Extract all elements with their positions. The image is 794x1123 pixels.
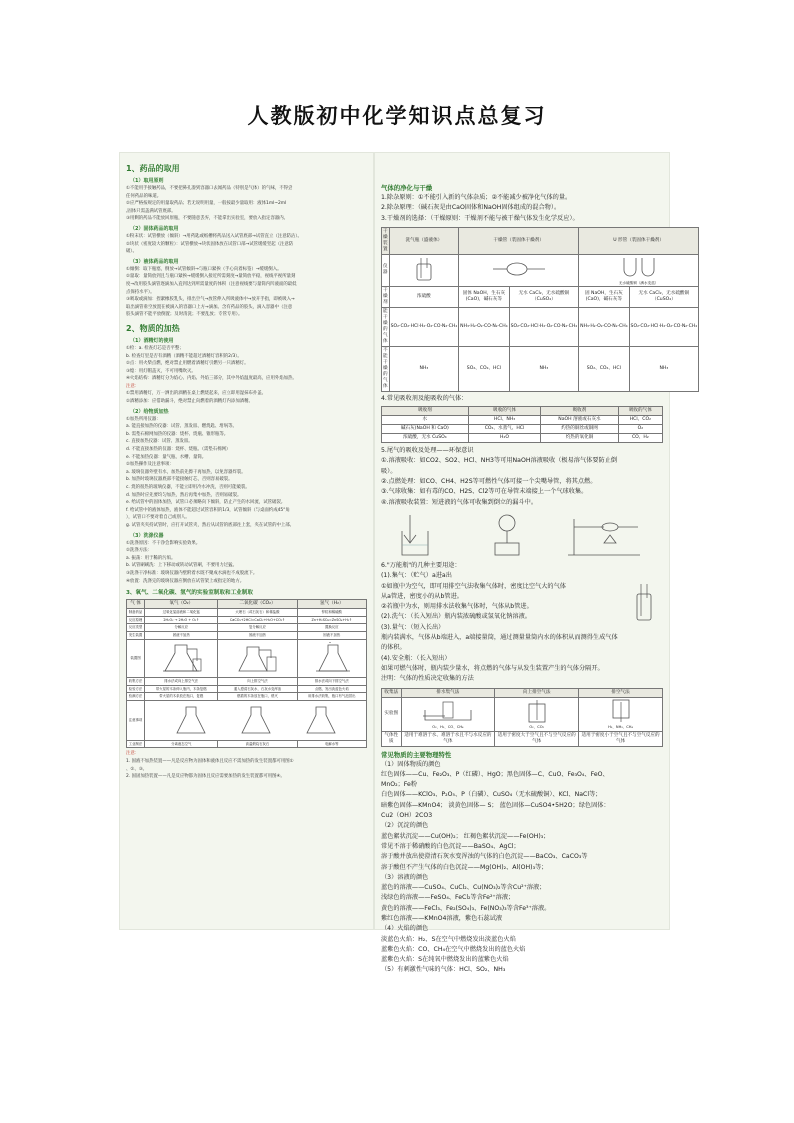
table-cell: 验满方法 [127, 693, 145, 701]
table-header: 氧气（O₂） [145, 600, 218, 609]
text-line: 破）。 [126, 249, 137, 255]
text-line: 溶于酸并放出使澄清石灰水变浑浊的气体的白色沉淀——BaCO₃、CaCO₃等 [381, 853, 588, 861]
table-cell: 排水法或向上排空气法 [145, 678, 218, 686]
apparatus-cell [401, 697, 495, 731]
text-line: ②.点燃处理：如CO、CH4、H2S等可燃性气体可接一个尖嘴导管，将其点燃。 [381, 478, 597, 486]
text-line: 红色固体——Cu、Fe₂O₃、P（红磷）、HgO；黑色固体—C、CuO、Fe₃O₄、FeO、 [381, 770, 609, 778]
text-line: 吸）。 [381, 467, 397, 475]
table-header: 排水集气法 [401, 688, 495, 697]
text-line: 1.除杂原则：①不能引入新的气体杂质；②不能减少被净化气体的量。 [381, 194, 572, 201]
table-cell: 无水 CaCl₂，无水硫酸铜（CuSO₄） [629, 286, 699, 307]
water-displacement-icon [421, 700, 475, 722]
table-header: 吸收剂 [382, 407, 469, 416]
table-header: U 形管（装固体干燥剂） [579, 227, 699, 254]
subsection-heading: （1）取用原则 [130, 178, 164, 184]
table-cell: 锌粒和稀硫酸 [297, 609, 366, 617]
section-heading: 3、氧气、二氧化碳、氢气的实验室制取和工业制取 [126, 590, 253, 597]
table-cell: 复分解反应 [218, 624, 297, 632]
text-line: 的体积。 [381, 644, 406, 652]
text-line: (4).安全瓶：（长入短出） [381, 654, 451, 662]
text-line: 从a管进，密度小的从b管进。 [381, 592, 463, 600]
table-cell: 收集方法 [127, 678, 145, 686]
table-cell: 适用于密度小于空气且不与空气反应的气体 [579, 731, 663, 746]
table-cell: CO、H₂ [618, 434, 662, 443]
text-line: a. 振荡：用于稀的污垢。 [126, 555, 176, 561]
text-line: ②若瓶中为水，则用排水法收集气体时，气体从b管进。 [381, 603, 533, 611]
row-label: 能干燥的气体 [382, 307, 390, 346]
text-line: 蓝紫色火焰：CO、CH₄在空气中燃烧发出的蓝色火焰 [381, 945, 526, 953]
apparatus-cell [459, 254, 579, 286]
text-line: 2. 固固加热装置——凡是反应物都为固体且反应需要加热的发生装置都可用图④。 [126, 774, 285, 780]
text-line: b. 需垫石棉网加热的仪器：烧杯、烧瓶、锥形瓶等。 [126, 431, 229, 437]
text-line: g. 试管夹夹持试管时，应打开试管夹，然后从试管的底部往上套，夹在试管的中上部。 [126, 522, 295, 528]
text-line: ②应严格按规定的用量取药品；若无说明用量，一般按最少量取用：液体1ml~2ml [126, 201, 287, 207]
text-line: ②点：用火柴点燃，绝对禁止用燃着酒精灯引燃另一只酒精灯。 [126, 361, 249, 367]
table-cell: 反应原理 [127, 616, 145, 624]
text-line: e. 给试管中的固体加热，试管口必须略向下倾斜，防止产生的水回流，试管破裂。 [126, 500, 286, 506]
table-cell: HCl、NH₃ [468, 416, 541, 425]
table-cell: 装置图 [127, 639, 145, 678]
text-line: ①倾倒：取下瓶塞，倒放→试管倾斜→与瓶口紧挨（手心向着标签）→缓缓倒入。 [126, 266, 282, 272]
table-cell: Zn+H₂SO₄=ZnSO₄+H₂↑ [297, 616, 366, 624]
table-cell: CO₂、水蒸气、HCl [468, 425, 541, 434]
subsection-heading: （2）给物质加热 [130, 408, 169, 415]
text-line: (3).量气：（短入长出） [381, 623, 445, 631]
table-cell: 适用于难溶于水、难溶于水且不与水反应的气体 [401, 731, 495, 746]
table-cell: 点燃，发出淡蓝色火焰 [297, 685, 366, 693]
text-line: 2.除杂原理：（碱石灰是由CaO固体和NaOH固体组成的混合物）。 [381, 204, 561, 212]
table-cell: 大理石（或石灰石）和稀盐酸 [218, 609, 297, 617]
text-line: （1）固体物质的颜色 [381, 760, 441, 768]
text-line: 蓝色的溶液——CuSO₄、CuCl₂、Cu(NO₃)₂等含Cu²⁺溶液； [381, 884, 546, 892]
text-line: 6."万能瓶"的几种主要用途： [381, 561, 461, 569]
table-cell: 分离液态空气 [145, 740, 218, 748]
text-line: ④放置：洗涤完的玻璃仪器应倒放在试管架上或指定的地方。 [126, 578, 245, 584]
table-header: 氢气（H₂） [297, 600, 366, 609]
table-cell: SO₂、CO₂、HCl [459, 346, 509, 391]
text-line: 任何药品的味道。 [126, 193, 162, 199]
gas-examples: O₂、CO₂ [529, 724, 544, 729]
text-line: ①如瓶中为空气，即可用排空气法收集气体时，密度比空气大的气体 [381, 582, 566, 590]
apparatus-caption: 无水硫酸铜（满水变蓝） [618, 280, 659, 285]
flask-apparatus-icon [308, 641, 356, 675]
text-line: Cu2（OH）2CO3 [381, 812, 433, 820]
row-label: 气体性质 [382, 731, 402, 746]
table-cell: 置换反应 [297, 624, 366, 632]
subsection-heading: （1）酒精灯的使用 [130, 337, 174, 344]
table-cell: 燃着的木条放在瓶口，熄灭 [218, 693, 297, 701]
text-line: 4.常见吸收剂及能吸收的气体： [381, 394, 468, 402]
text-line: 瓶内装满水，气体从b端进入，a端接量筒，通过测量量筒内水的体积从而测得生成气体 [381, 634, 618, 642]
table-cell: 注意事项 [127, 700, 145, 740]
text-line: b. 试管刷刷洗：上下移动或转动试管刷，不要用力过猛。 [126, 563, 237, 569]
text-line: ①不能用手接触药品，不要把鼻孔凑到容器口去闻药品（特别是气体）的气味，不得尝 [126, 186, 293, 191]
text-line: a. 玻璃仪器外壁有水，加热前先擦干再加热，以免容器炸裂。 [126, 469, 246, 475]
text-line: 胶头滴管不能平放倒置；及时清洗；不要乱放；专管专用）。 [126, 312, 243, 318]
text-line: c. 直接加热仪器：试管、蒸发皿。 [126, 439, 193, 445]
table-cell: HCl、CO₂ [618, 416, 662, 425]
text-line: e. 不能加热仪器：量气瓶、水槽、量筒。 [126, 454, 207, 460]
text-line: b. 检查灯里是否有酒精（酒精不能超过酒精灯容积的2/3）。 [126, 353, 242, 359]
text-line: ③熄：用灯帽盖灭，不可用嘴吹灭。 [126, 368, 196, 374]
table-header: 吸收的气体 [468, 407, 541, 416]
subsection-heading: （3）液体药品的取用 [130, 258, 179, 265]
text-line: ②量取：量筒放到且与瓶口紧挨→缓缓倒入接近所需刻度→量筒放平稳，视线平视所量刻 [126, 274, 296, 280]
apparatus-cell [218, 639, 297, 678]
table-cell: NaOH 溶液或石灰水 [541, 416, 618, 425]
text-line: f. 给试管中的液体加热，液体不能超过试管容积的1/3，试管倾斜（与桌面约成45°角 [126, 507, 290, 513]
table-cell: 固液不加热 [145, 631, 218, 639]
text-line: ①.溶液吸收：如CO2、SO2、HCl、NH3等可用NaOH溶液吸收（极易溶气体要防止倒 [381, 457, 618, 465]
table-cell: 通入澄清石灰水，石灰水变浑浊 [218, 685, 297, 693]
apparatus-cell [297, 639, 366, 678]
gas-collection-table [381, 688, 663, 747]
table-header: 二氧化碳（CO₂） [218, 600, 297, 609]
row-label: 不能干燥的气体 [382, 346, 390, 391]
row-label: 实验图 [382, 697, 402, 731]
table-cell: 高温煅烧石灰石 [218, 740, 297, 748]
table-cell: NH₃ [389, 346, 459, 391]
section-heading: 1、药品的取用 [126, 164, 180, 173]
note-label: 注意： [126, 751, 140, 757]
text-line: 蓝色絮状沉淀——Cu(OH)₂； 红褐色絮状沉淀——Fe(OH)₃； [381, 832, 550, 840]
gas-preparation-table [126, 599, 367, 748]
table-header: 干燥装置 [382, 227, 390, 254]
text-line: ），试管口不要对着自己或别人。 [126, 515, 190, 521]
table-header: 洗气瓶（盛液体） [389, 227, 459, 254]
table-cell: 排水法或向下排空气法 [297, 678, 366, 686]
text-line: a. 能直接加热的仪器：试管、蒸发皿、燃烧匙、坩埚等。 [126, 424, 237, 430]
text-line: ①加热所用仪器： [126, 416, 161, 422]
wash-bottle-icon [409, 256, 439, 282]
text-line: 常见不溶于稀硝酸的白色沉淀——BaSO₄、AgCl； [381, 842, 520, 850]
text-line: 点保持水平）。 [126, 289, 155, 295]
page-title: 人教版初中化学知识点总复习 [247, 103, 547, 128]
table-cell: 工业制法 [127, 740, 145, 748]
section-heading: 2、物质的加热 [126, 323, 180, 333]
apparatus-cell [145, 639, 218, 678]
text-line: ①洗涤原因：不干净会影响实验效果。 [126, 540, 201, 546]
table-cell: 带火星的木条伸入瓶内，木条复燃 [145, 685, 218, 693]
table-cell: NH₃·H₂·O₂·CO·N₂·CH₄ [459, 307, 509, 346]
text-line: 溶于酸但不产生气体的白色沉淀——Mg(OH)₂、Al(OH)₃等； [381, 863, 548, 871]
text-line: ④.溶液吸收装置：短进液的气体可收集到倒立的漏斗中。 [381, 498, 538, 506]
text-line: 暗紫色固体—KMnO4； 淡黄色固体— S； 蓝色固体—CuSO4•5H2O；绿色固体： [381, 801, 610, 809]
table-cell: 带火星的木条放在瓶口，复燃 [145, 693, 218, 701]
text-line: 浅绿色的溶液——FeSO₄、FeCl₂等含Fe²⁺溶液； [381, 894, 515, 902]
text-line: （3）溶液的颜色 [381, 873, 429, 881]
table-cell: 灼热的氧化铜 [541, 434, 618, 443]
subsection-heading: （2）固体药品的取用 [130, 225, 179, 232]
table-cell: H₂O [468, 434, 541, 443]
table-header: 吸收的气体 [618, 407, 662, 416]
table-cell: 向上排空气法 [218, 678, 297, 686]
text-line: 5.尾气的吸收及处理——环保意识 [381, 447, 474, 455]
table-header: 吸收剂 [541, 407, 618, 416]
text-line: ①粉末状：试管横放（倾斜）→用药匙或纸槽将药品送入试管底部→试管直立（注意防沾）。 [126, 233, 302, 239]
table-header: 收集法 [382, 688, 402, 697]
table-cell: SO₂·CO₂·HCl·H₂·O₂·CO·N₂·CH₄ [509, 307, 579, 346]
apparatus-cell [389, 254, 459, 286]
u-tube-icon [614, 256, 664, 278]
text-line: 蓝紫色火焰：S在纯氧中燃烧发出的蓝紫色火焰 [381, 956, 509, 964]
text-line: ④火焰结构：酒精灯分为焰心、内焰、外焰三部分，其中外焰温度最高，应用外焰加热。 [126, 376, 297, 382]
text-line: 注明：气体的性质决定收集的方法 [381, 675, 474, 683]
text-line: (2).洗气：（长入短出）瓶内装浓硫酸或氢氧化钠溶液。 [381, 613, 531, 621]
flask-apparatus-icon [233, 641, 281, 675]
table-cell: 固 NaOH，生石灰(CaO)，碱石灰等 [579, 286, 629, 307]
table-cell: SO₂·CO₂·HCl·H₂·O₂·CO·N₂·CH₄ [389, 307, 459, 346]
table-cell: 固体 NaOH，生石灰(CaO)，碱石灰等 [459, 286, 509, 307]
upward-air-icon [517, 700, 557, 722]
text-line: （5）有刺激性气味的气体：HCl、SO₂、NH₃ [381, 966, 506, 974]
table-header: 向上排空气法 [495, 688, 579, 697]
table-cell: NH₃ [629, 346, 699, 391]
text-line: ②酒精添加：应借助漏斗，绝对禁止向燃着的酒精灯内添加酒精。 [126, 399, 253, 405]
text-line: d. 不能直接加热的仪器：烧杯、烧瓶。（需垫石棉网） [126, 447, 231, 453]
text-line: MnO₂；Fe粉 [381, 781, 418, 789]
drying-tube-icon [489, 258, 549, 280]
text-line: 3.干燥剂的选择：（干燥原则：干燥剂不能与被干燥气体发生化学反应）。 [381, 214, 579, 222]
apparatus-cell [579, 254, 699, 286]
table-cell: NH₃·H₂·O₂·CO·N₂·CH₄ [579, 307, 629, 346]
notes-cell [145, 700, 367, 740]
row-label: 干燥剂 [382, 286, 390, 307]
flask-apparatus-icon [156, 703, 356, 737]
text-line: ③.气球收集：如有毒的CO、H2S、Cl2等可在导管末端接上一个气球收集。 [381, 488, 588, 496]
absorption-beaker-icon [400, 513, 440, 557]
table-cell: NH₃ [509, 346, 579, 391]
table-cell: SO₂、CO₂、HCl [579, 346, 629, 391]
table-cell: 浓硫酸 [389, 286, 459, 307]
table-cell: 无水 CaCl₂，无水硫酸铜（CuSO₄） [509, 286, 579, 307]
table-cell: 用排水法收集，瓶口有气泡冒出 [297, 693, 366, 701]
text-line: ③吸取或滴加：捏紧橡胶乳头，排出空气→放管伸入所吸液体中→放开手指，即被吸入→ [126, 297, 295, 303]
multi-purpose-bottle-icon [633, 582, 655, 622]
table-cell: 检验方法 [127, 685, 145, 693]
table-cell: 固液不加热 [297, 631, 366, 639]
text-line: ②洗涤方法： [126, 548, 152, 554]
left-notes-panel [119, 152, 374, 930]
text-line: 紫红色溶液——KMnO4溶液，紫色石蕊试液 [381, 914, 503, 922]
table-cell: SO₂·CO₂·HCl·H₂·O₂·CO·N₂·CH₄ [629, 307, 699, 346]
tail-gas-apparatus-row [381, 511, 663, 557]
balloon-apparatus-icon [477, 513, 527, 557]
text-line: 黄色的溶液——FeCl₃、Fe₂(SO₄)₃、Fe(NO₃)₃等含Fe³⁺溶液。 [381, 904, 551, 912]
apparatus-cell [495, 697, 579, 731]
text-line: （2）沉淀的颜色 [381, 822, 429, 830]
text-line: ③用剩的药品不能放回原瓶，不要随意丢弃，不能拿出实验室，要放入指定容器内。 [126, 216, 289, 222]
text-line: d. 加热时应先要均匀加热，然后再集中加热，否则易破裂。 [126, 492, 242, 498]
text-line: 淡蓝色火焰：H₂、S在空气中燃烧发出淡蓝色火焰 [381, 935, 516, 943]
combustion-apparatus-icon [564, 513, 644, 557]
table-cell: 2H₂O₂ → 2H₂O + O₂↑ [145, 616, 218, 624]
text-line: 取出滴管垂空放置在被滴入的容器口上方→滴加。含有药品的胶头，滴入容器中（注意 [126, 304, 293, 310]
subsection-heading: （3）洗涤仪器 [130, 532, 164, 539]
table-cell: O₂ [618, 425, 662, 434]
table-cell: CaCO₃+2HCl=CaCl₂+H₂O+CO₂↑ [218, 616, 297, 624]
table-cell: 分解反应 [145, 624, 218, 632]
text-line: ,固体只需盖满试管底部。 [126, 208, 176, 214]
table-header: 气 体 [127, 600, 145, 609]
table-cell: 发生装置 [127, 631, 145, 639]
flask-apparatus-icon [157, 641, 205, 675]
text-line: ①检：a. 检查灯芯是否平整； [126, 345, 184, 351]
text-line: c. 烧的很热的玻璃仪器，不能立即用冷水冲洗，否则可能破裂。 [126, 485, 250, 490]
text-line: 、②、③。 [126, 766, 148, 772]
table-cell: 反应类型 [127, 624, 145, 632]
drying-agent-table [381, 227, 699, 392]
table-cell: 碱石灰(NaOH 和 CaO) [382, 425, 469, 434]
gas-examples: O₂、H₂、CO、CH₄ [432, 724, 464, 729]
table-cell: 固液不加热 [218, 631, 297, 639]
text-line: 白色固体——KClO₃、P₂O₅、P（白磷）、CuSO₄（无水硫酸铜）、KCl、NaCl等； [381, 791, 602, 799]
text-line: ②加热操作及注意事项： [126, 462, 174, 468]
text-line: ①禁用酒精灯，万一洒出的酒精在桌上燃烧起来，应立即用湿抹布扑盖。 [126, 391, 267, 397]
table-header: 排空气法 [579, 688, 663, 697]
table-cell: 过氧化氢溶液和二氧化锰 [145, 609, 218, 617]
right-notes-panel [374, 152, 698, 974]
text-line: 度→改用胶头滴管逐滴加入直到达到所需量度的体积（注意视线要与量筒内凹液面的最低 [126, 281, 297, 287]
table-cell: 制备药品 [127, 609, 145, 617]
text-line: (1).集气：（贮气）a进a出 [381, 572, 452, 580]
note-label: 注意： [126, 383, 140, 389]
section-heading: 气体的净化与干燥 [381, 184, 433, 192]
table-cell: 适用于密度大于空气且不与空气反应的气体 [495, 731, 579, 746]
table-cell: 浓硫酸，无水 CuSO₄ [382, 434, 469, 443]
table-cell: 灼热的铜丝或铜网 [541, 425, 618, 434]
table-cell: 电解水等 [297, 740, 366, 748]
text-line: ③洗涤干净标准：玻璃仪器内壁附着水既不聚成水滴也不成股流下。 [126, 570, 258, 576]
row-label: 仪 器 [382, 254, 390, 286]
downward-air-icon [601, 700, 641, 722]
gas-examples: H₂、NH₃、CH₄ [608, 724, 633, 729]
apparatus-cell [579, 697, 663, 731]
text-line: 如果可燃气体时，瓶内装少量水，将点燃的气体与从发生装置产生的气体分隔开。 [381, 664, 604, 672]
absorbent-table [381, 406, 663, 443]
table-cell: 水 [382, 416, 469, 425]
text-line: b. 加热时玻璃仪器底部不能接触灯芯，否则容易破裂。 [126, 477, 233, 483]
text-line: 1. 固液不加热装置——凡是反应物为固体和液体且反应不需加热的发生装置都可用图① [126, 759, 294, 765]
table-header: 干燥管（装固体干燥剂） [459, 227, 579, 254]
section-heading: 常见物质的主要物理特性 [381, 750, 452, 759]
text-line: ②块状（密度较大的颗粒）：试管横放→块状固体放在试管口部→试管缓缓竖起（注意防 [126, 241, 294, 247]
text-line: （4）火焰的颜色 [381, 925, 429, 933]
